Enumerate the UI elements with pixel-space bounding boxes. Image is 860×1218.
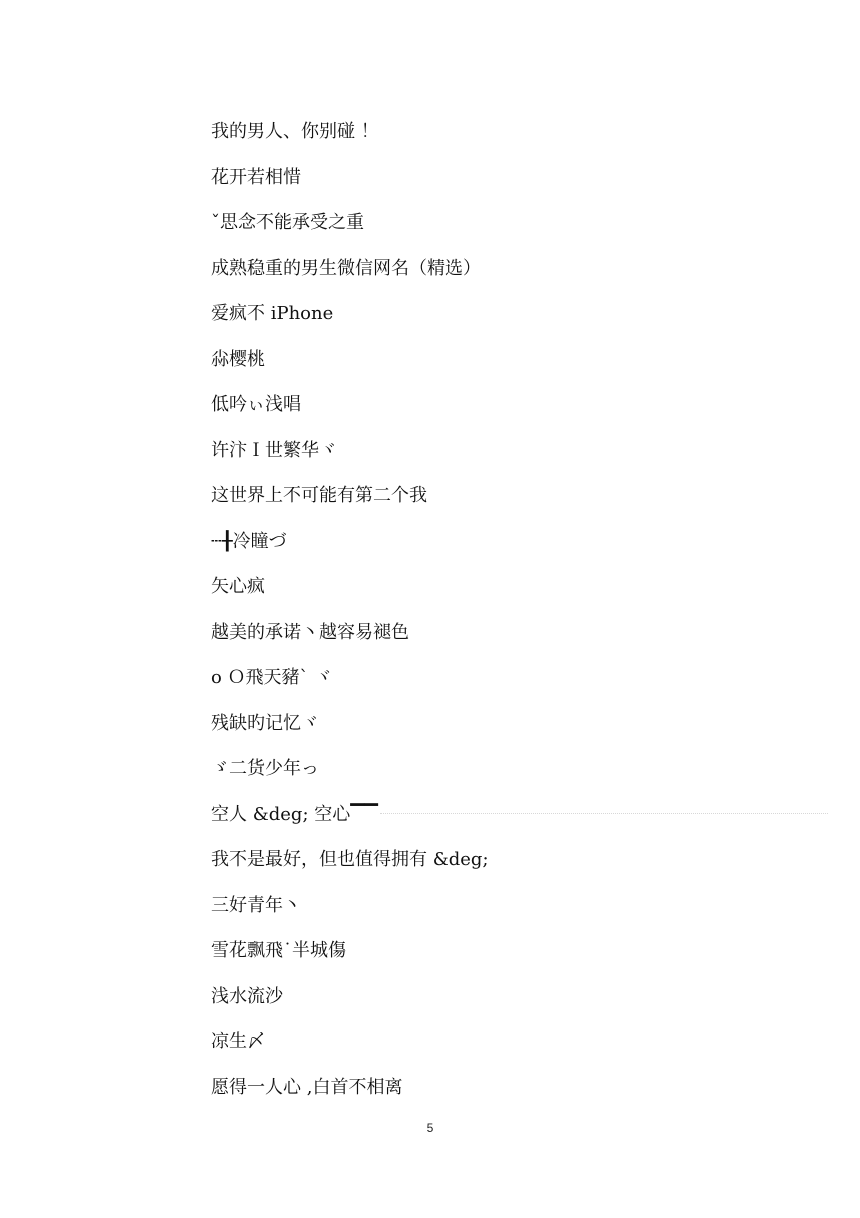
list-item: 许汴Ｉ世繁华ヾ [211, 439, 337, 461]
list-item: ˇ思念不能承受之重 [211, 212, 364, 233]
list-item: 越美的承诺丶越容易褪色 [211, 621, 409, 643]
list-item: 这世界上不可能有第二个我 [211, 485, 427, 506]
list-item: o Ｏ飛天豬ˋ ヾ [211, 667, 333, 688]
list-item: 矢心疯 [211, 576, 265, 597]
list-item: 愿得一人心 ,白首不相离 [211, 1076, 403, 1098]
list-item: 凉生〆 [211, 1031, 265, 1052]
list-item: 我的男人、你别碰 ！ [211, 121, 379, 142]
list-item: 三好青年丶 [211, 894, 301, 916]
list-item: ┄╂冷瞳づ [211, 530, 287, 552]
list-item: 我不是最好，但也值得拥有 &deg; [211, 849, 489, 870]
list-item: 低吟ぃ浅唱 [211, 394, 301, 415]
nickname-list [211, 118, 489, 1119]
list-item: 尛樱桃 [211, 348, 265, 370]
list-item: 残缺旳记忆ヾ [211, 712, 319, 734]
dotted-divider [380, 813, 828, 814]
page-number: 5 [426, 1121, 434, 1135]
list-item: 雪花飘飛˙半城傷 [211, 940, 346, 961]
list-item: 爱疯不 iPhone [211, 303, 334, 324]
list-item: ゞ二货少年っ [211, 758, 319, 779]
list-item: 成熟稳重的男生微信网名（精选） [211, 257, 481, 279]
list-item: 花开若相惜 [211, 166, 301, 188]
list-item: 空人 &deg; 空心▔▔ [211, 803, 378, 825]
list-item: 浅水流沙 [211, 985, 283, 1007]
